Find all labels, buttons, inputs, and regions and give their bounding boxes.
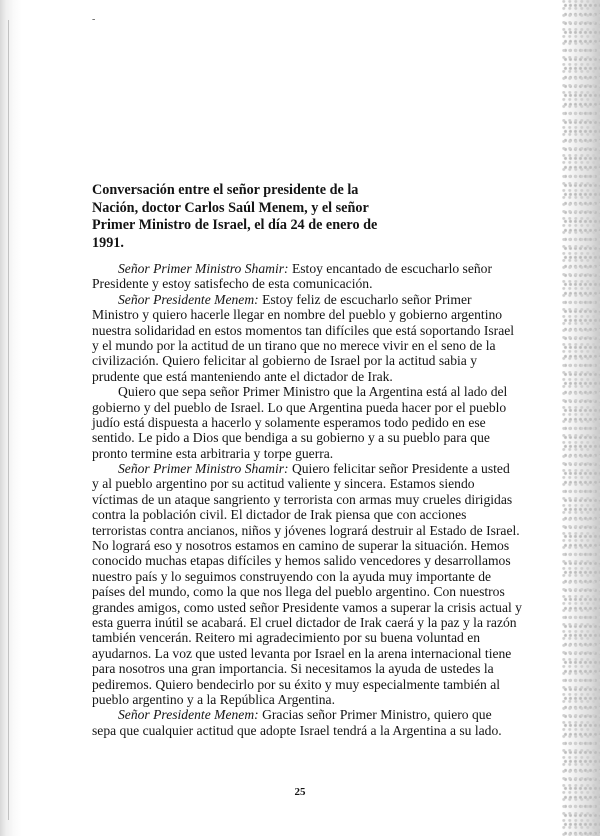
scan-right-edge [562, 0, 600, 836]
page-number: 25 [294, 786, 306, 798]
line-text: prudente que está manteniendo ante el dictador de Irak. [92, 368, 393, 384]
line-text: víctimas de un ataque sangriento y terrorista con armas muy crueles dirigidas [92, 491, 513, 507]
line-text: países del mundo, como la que nos llega del pueblo argentino. Con nuestros [92, 584, 505, 600]
text-line [92, 461, 512, 476]
line-text: nuestra solidaridad en estos momentos tan difíciles que está soportando Israel [92, 322, 515, 338]
line-text: Ministro y quiero hacerle llegar en nombre del pueblo y gobierno argentino [92, 307, 503, 323]
line-text: sentido. Le pido a Dios que bendiga a su gobierno y a su pueblo para que [92, 430, 490, 446]
speaker-name: Señor Primer Ministro Shamir: [118, 461, 289, 477]
text-line [92, 692, 512, 707]
line-text: para nosotros una gran importancia. Si necesitamos la ayuda de ustedes la [92, 661, 494, 677]
heading-line: Primer Ministro de Israel, el día 24 de enero de [92, 217, 378, 234]
line-text: No logrará eso y nosotros estamos en camino de superar la situación. Hemos [92, 538, 510, 554]
document-heading [92, 182, 392, 252]
line-text: y el mundo por la actitud de un tirano que no merece vivir en el seno de la [92, 337, 496, 353]
text-line [92, 384, 512, 399]
text-line [92, 400, 512, 415]
line-text: terroristas contra ancianos, niños y jóvenes logrará destruir al Estado de Israel. [92, 522, 520, 538]
line-text: pronto termine esta arbitraria y torpe guerra. [92, 445, 334, 461]
text-line [92, 322, 515, 338]
text-line [92, 415, 512, 430]
text-line [92, 369, 512, 384]
line-text: Estoy feliz de escucharlo señor Primer [258, 291, 472, 307]
corner-mark: - [92, 14, 96, 25]
line-text: civilización. Quiero felicitar al gobierno de Israel por la actitud sabia y [92, 353, 477, 369]
text-line [92, 507, 512, 522]
heading-line: Nación, doctor Carlos Saúl Menem, y el señor [92, 199, 369, 216]
text-line [92, 307, 512, 322]
scan-left-edge [0, 0, 22, 836]
text-line [92, 476, 512, 491]
text-line [92, 261, 512, 276]
text-line [92, 677, 512, 692]
text-line [92, 276, 512, 291]
text-line [92, 646, 512, 661]
binding-shadow-line [8, 20, 9, 820]
speaker-name: Señor Primer Ministro Shamir: [118, 261, 289, 276]
text-line [92, 538, 512, 553]
text-line [92, 338, 512, 353]
text-line [92, 522, 520, 538]
line-text: pediremos. Quiero bendecirlo por su éxito y muy especialmente también al [92, 676, 501, 692]
text-line [92, 446, 512, 461]
line-text: Quiero que sepa señor Primer Ministro que la Argentina está al lado del [118, 384, 508, 400]
text-line [92, 569, 512, 584]
heading-line: Conversación entre el señor presidente de la [92, 182, 359, 198]
text-line [92, 630, 512, 645]
line-text: Quiero felicitar señor Presidente a usted [288, 461, 510, 477]
text-line [92, 430, 512, 445]
text-line [92, 599, 522, 615]
dialogue-body [92, 261, 522, 738]
line-text: esta guerra inútil se acabará. El cruel dictador de Irak caerá y la paz y la razón [92, 614, 517, 630]
speaker-name: Señor Presidente Menem: [118, 291, 259, 307]
line-text: nuestro país y lo seguimos construyendo con la ayuda muy importante de [92, 568, 492, 584]
text-line [92, 661, 512, 676]
text-line [92, 292, 512, 307]
line-text: ayudarnos. La voz que usted levanta por Israel en la arena internacional tiene [92, 645, 512, 661]
line-text: pueblo argentino y a la República Argentina. [92, 691, 335, 707]
text-line [92, 584, 512, 599]
line-text: y al pueblo argentino por su actitud valiente y sincera. Estamos siendo [92, 476, 475, 492]
line-text: Presidente y estoy satisfecho de esta comunicación. [92, 276, 373, 292]
line-text: conocido muchas etapas difíciles y hemos salido vencedores y desarrollamos [92, 553, 511, 569]
text-line [92, 492, 512, 507]
line-text: Estoy encantado de escucharlo señor [288, 261, 492, 276]
text-line [92, 553, 512, 568]
line-text: grandes amigos, como usted señor Presidente vamos a superar la crisis actual y [92, 599, 522, 615]
heading-line: 1991. [92, 234, 124, 251]
text-line [92, 353, 512, 368]
line-text: sepa que cualquier actitud que adopte Israel tendrá a la Argentina a su lado. [92, 722, 502, 738]
line-text: también vencerán. Reitero mi agradecimiento por su buena voluntad en [92, 630, 481, 646]
line-text: contra la población civil. El dictador de Irak piensa que con acciones [92, 507, 467, 523]
line-text: gobierno y del pueblo de Israel. Lo que Argentina pueda hacer por el pueblo [92, 399, 507, 415]
text-line [92, 614, 517, 630]
line-text: judío está dispuesta a hacerlo y solamente esperamos todo pedido en ese [92, 414, 486, 430]
line-text: Gracias señor Primer Ministro, quiero que [258, 707, 492, 723]
speaker-name: Señor Presidente Menem: [118, 707, 259, 723]
text-line [92, 707, 512, 722]
text-line [92, 723, 512, 738]
